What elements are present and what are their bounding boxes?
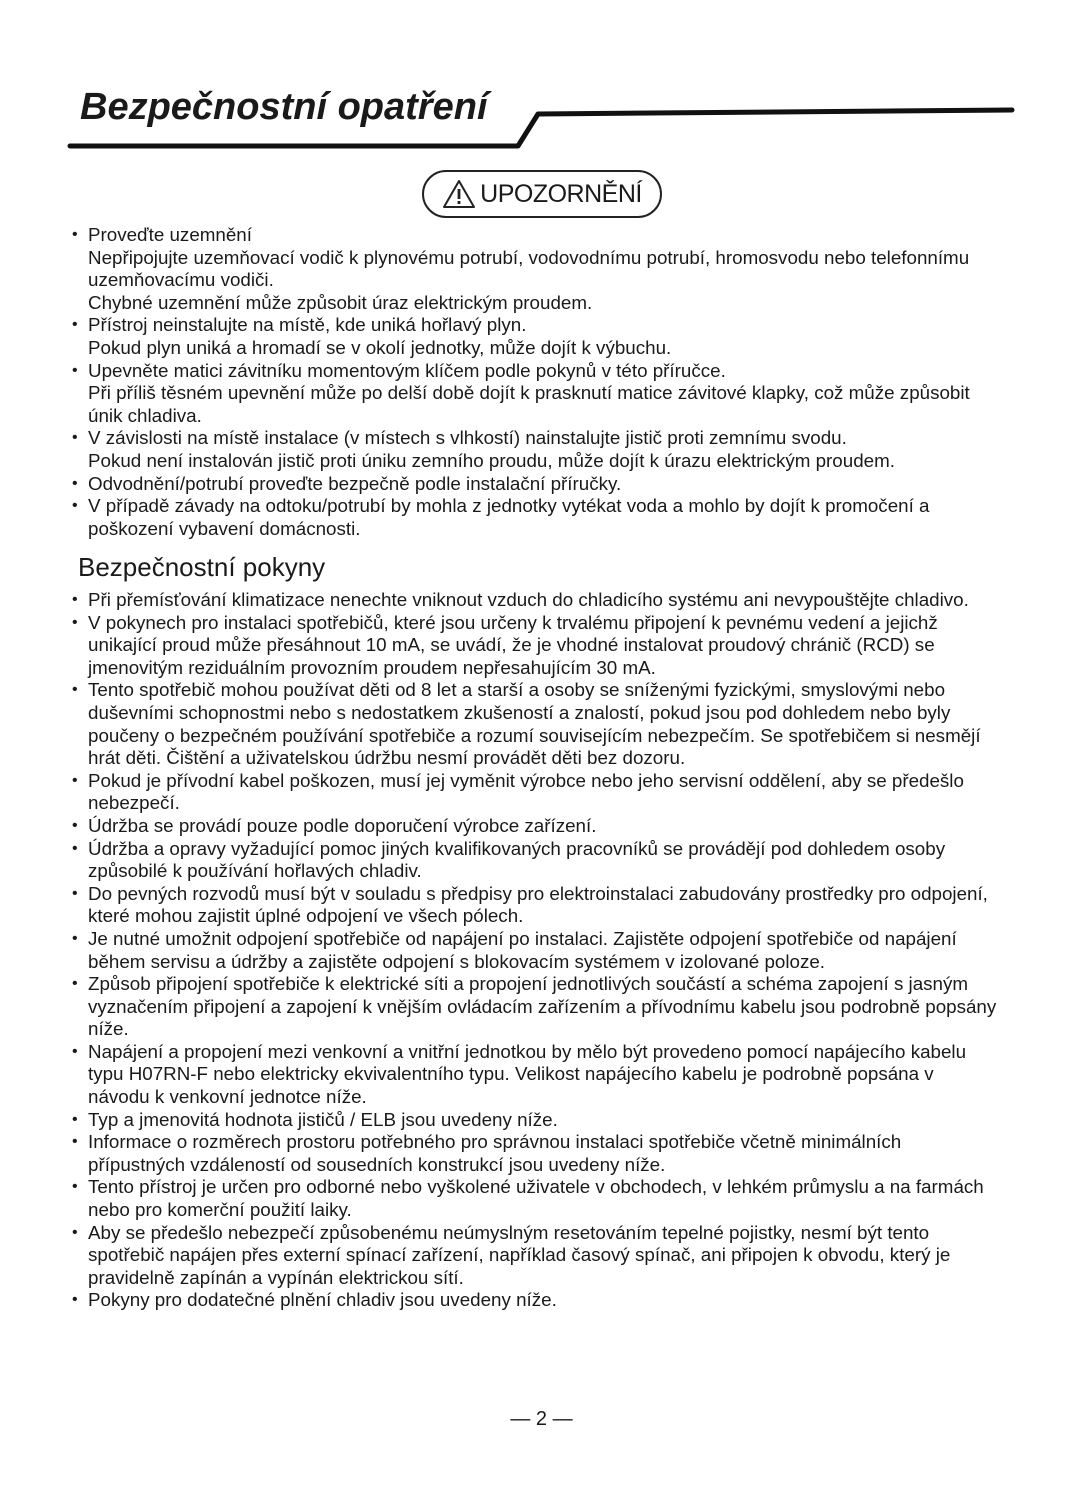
- safety-item: • Údržba se provádí pouze podle doporučení výrobce zařízení.: [70, 815, 1000, 838]
- safety-item: • Při přemísťování klimatizace nenechte vniknout vzduch do chladicího systému ani nevypouštějte chladivo.: [70, 589, 1000, 612]
- caution-item-text: Při příliš těsném upevnění může po delší době dojít k prasknutí matice závitové klapky, což může způsobit únik chladiva.: [88, 382, 970, 426]
- caution-item: [70, 427, 1000, 472]
- section-title-safety: Bezpečnostní pokyny: [78, 552, 326, 582]
- safety-item: • Tento přístroj je určen pro odborné nebo vyškolené uživatele v obchodech, v lehkém průmyslu a na farmách nebo pro komerční použití laiky.: [70, 1176, 1000, 1221]
- safety-item: • Je nutné umožnit odpojení spotřebiče od napájení po instalaci. Zajistěte odpojení spotřebiče od napájení během servisu a údržby a zajistěte odpojení s blokovacím systémem v izolované poloze.: [70, 928, 1000, 973]
- safety-item: • Pokyny pro dodatečné plnění chladiv jsou uvedeny níže.: [70, 1289, 1000, 1312]
- caution-item-text: Pokud plyn uniká a hromadí se v okolí jednotky, může dojít k výbuchu.: [88, 336, 672, 358]
- caution-item-text: Pokud není instalován jistič proti úniku zemního proudu, může dojít k úrazu elektrickým proudem.: [88, 449, 895, 471]
- caution-item: [70, 473, 1000, 496]
- safety-item: • V pokynech pro instalaci spotřebičů, které jsou určeny k trvalému připojení k pevnému vedení a jejichž unikající proud může přesáhnout 10 mA, se uvádí, že je vhodné instalovat proudový chránič (RCD) se jmenovitým reziduálním provozním proudem nepřesahujícím 30 mA.: [70, 612, 1000, 680]
- caution-item-heading: • Přístroj neinstalujte na místě, kde uniká hořlavý plyn.: [88, 314, 527, 336]
- page-title: Bezpečnostní opatření: [80, 86, 488, 128]
- caution-item-heading: • V závislosti na místě instalace (v místech s vlhkostí) nainstalujte jistič proti zemnímu svodu.: [88, 427, 847, 449]
- caution-item: [70, 224, 1000, 314]
- safety-item: • Napájení a propojení mezi venkovní a vnitřní jednotkou by mělo být provedeno pomocí napájecího kabelu typu H07RN-F nebo elektricky ekvivalentního typu. Velikost napájecího kabelu je podrobně popsána v návodu k venkovní jednotce níže.: [70, 1041, 1000, 1109]
- caution-item-text: Nepřipojujte uzemňovací vodič k plynovému potrubí, vodovodnímu potrubí, hromosvodu nebo telefonnímu uzemňovacímu vodiči.: [88, 246, 970, 291]
- safety-item: • Tento spotřebič mohou používat děti od 8 let a starší a osoby se sníženými fyzickými, smyslovými nebo duševními schopnostmi nebo s nedostatkem zkušeností a znalostí, pokud jsou pod dohledem nebo byly poučeny o bezpečném používání spotřebiče a rozumí souvisejícím nebezpečím. Se spotřebičem si nesmějí hrát děti. Čištění a uživatelskou údržbu nesmí provádět děti bez dozoru.: [70, 679, 1000, 769]
- safety-item: • Do pevných rozvodů musí být v souladu s předpisy pro elektroinstalaci zabudovány prostředky pro odpojení, které mohou zajistit úplné odpojení ve všech pólech.: [70, 883, 1000, 928]
- safety-item: • Údržba a opravy vyžadující pomoc jiných kvalifikovaných pracovníků se provádějí pod dohledem osoby způsobilé k používání hořlavých chladiv.: [70, 838, 1000, 883]
- safety-item: • Informace o rozměrech prostoru potřebného pro správnou instalaci spotřebiče včetně minimálních přípustných vzdáleností od sousedních konstrukcí jsou uvedeny níže.: [70, 1131, 1000, 1176]
- safety-item: • Pokud je přívodní kabel poškozen, musí jej vyměnit výrobce nebo jeho servisní oddělení, aby se předešlo nebezpečí.: [70, 770, 1000, 815]
- safety-item: • Způsob připojení spotřebiče k elektrické síti a propojení jednotlivých součástí a schéma zapojení s jasným vyznačením připojení a zapojení k vnějším ovládacím zařízením a přívodnímu kabelu jsou podrobně popsány níže.: [70, 973, 1000, 1041]
- caution-list: [70, 224, 1000, 540]
- caution-item-heading: • Proveďte uzemnění: [88, 224, 252, 245]
- warning-label: UPOZORNĚNÍ: [480, 180, 642, 208]
- caution-item-text: Chybné uzemnění může způsobit úraz elektrickým proudem.: [88, 291, 593, 313]
- warning-badge: [422, 170, 662, 218]
- caution-item-heading: • Odvodnění/potrubí proveďte bezpečně podle instalační příručky.: [88, 472, 622, 494]
- caution-item: [70, 360, 1000, 428]
- safety-item: • Aby se předešlo nebezpečí způsobenému neúmyslným resetováním tepelné pojistky, nesmí být tento spotřebič napájen přes externí spínací zařízení, například časový spínač, ani připojen k obvodu, který je pravidelně zapínán a vypínán elektrickou sítí.: [70, 1222, 1000, 1290]
- caution-item-heading: • Upevněte matici závitníku momentovým klíčem podle pokynů v této příručce.: [88, 359, 726, 381]
- safety-item: • Typ a jmenovitá hodnota jističů / ELB jsou uvedeny níže.: [70, 1109, 1000, 1132]
- page-number: — 2 —: [510, 1408, 573, 1430]
- caution-item: [70, 495, 1000, 540]
- warning-triangle-icon: [442, 179, 476, 209]
- caution-item-heading: • V případě závady na odtoku/potrubí by mohla z jednotky vytékat voda a mohlo by dojít k promočení a poškození vybavení domácnosti.: [88, 495, 930, 539]
- safety-list: [70, 589, 1000, 1312]
- caution-item: [70, 314, 1000, 359]
